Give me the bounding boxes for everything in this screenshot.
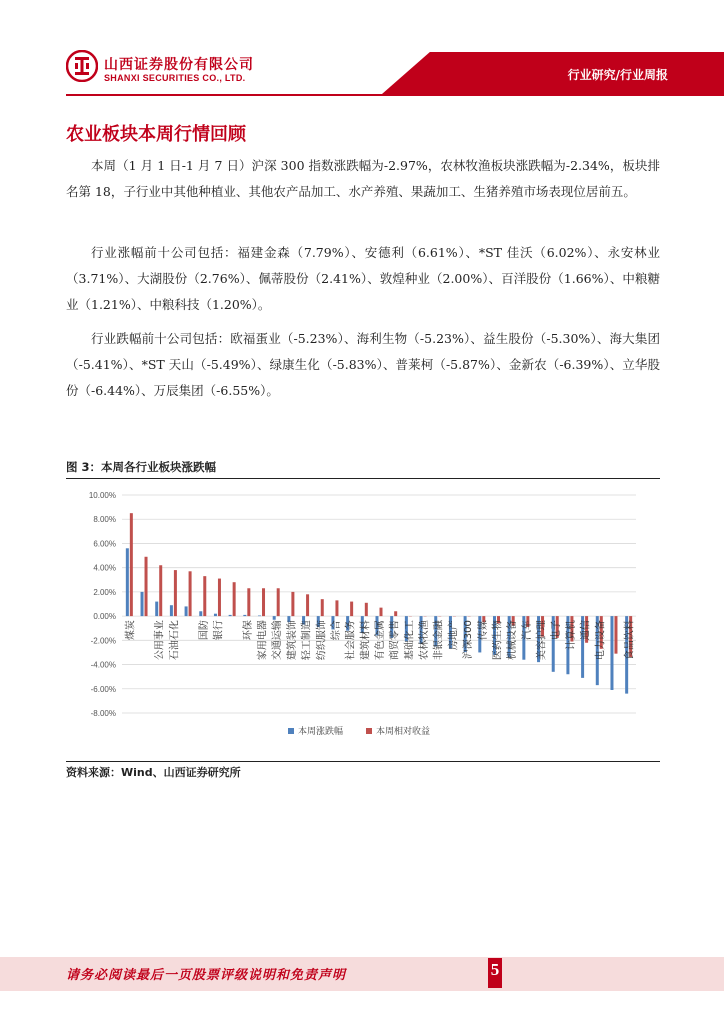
y-tick-label: -4.00% xyxy=(90,660,116,670)
x-category-label: 机械设备 xyxy=(507,620,519,661)
bar-weekly-change xyxy=(258,616,261,617)
section-title: 农业板块本周行情回顾 xyxy=(66,124,246,145)
bar-relative-return xyxy=(203,576,206,616)
report-category: 行业研究/行业周报 xyxy=(567,68,668,82)
y-tick-label: 10.00% xyxy=(88,491,116,500)
legend-swatch-weekly-change xyxy=(288,728,294,734)
bar-relative-return xyxy=(394,611,397,616)
x-category-label: 建筑装饰 xyxy=(286,620,298,661)
x-category-label: 建筑材料 xyxy=(360,620,372,661)
bar-relative-return xyxy=(218,579,221,617)
x-category-label: 石油石化 xyxy=(169,620,181,661)
company-name-en: SHANXI SECURITIES CO., LTD. xyxy=(104,73,246,83)
x-category-label: 交通运输 xyxy=(272,620,284,661)
x-category-label: 食品饮料 xyxy=(624,620,636,661)
bar-relative-return xyxy=(130,513,133,616)
x-category-label: 环保 xyxy=(242,620,254,641)
x-category-label: 美容护理 xyxy=(536,620,548,661)
bar-relative-return xyxy=(321,599,324,616)
industry-returns-chart xyxy=(66,481,660,761)
x-category-label: 社会服务 xyxy=(345,620,357,661)
bar-weekly-change xyxy=(243,615,246,616)
x-category-label: 农林牧渔 xyxy=(419,620,431,661)
y-tick-label: -6.00% xyxy=(90,684,116,694)
figure-bottom-rule xyxy=(66,761,660,762)
legend-label-relative-return: 本周相对收益 xyxy=(376,727,431,737)
paragraph-top-gainers: 行业涨幅前十公司包括：福建金森（7.79%）、安德利（6.61%）、*ST 佳沃（6.02%）、永安林业（3.71%）、大湖股份（2.76%）、佩蒂股份（2.41%）、敦煌种业（2.00%）、百洋股份（1.66%）、中粮糖业（1.21%）、中粮科技（1.20%）。 xyxy=(66,245,660,312)
bar-weekly-change xyxy=(185,606,188,616)
x-category-label: 家用电器 xyxy=(257,620,269,661)
bar-weekly-change xyxy=(126,548,129,616)
x-category-label: 汽车 xyxy=(521,620,533,641)
x-category-label: 传媒 xyxy=(477,620,489,641)
x-category-label: 电子 xyxy=(551,620,563,641)
paragraph-top-losers: 行业跌幅前十公司包括：欧福蛋业（-5.23%）、海利生物（-5.23%）、益生股份（-5.30%）、海大集团（-5.41%）、*ST 天山（-5.49%）、绿康生化（-5.83%）、普莱柯（-5.87%）、金新农（-6.39%）、立华股份（-6.44%）、万辰集团（-6.55%）。 xyxy=(66,331,660,398)
bar-relative-return xyxy=(174,570,177,616)
bar-relative-return xyxy=(159,565,162,616)
bar-relative-return xyxy=(335,600,338,616)
page-header xyxy=(0,0,724,96)
bar-weekly-change xyxy=(141,592,144,616)
figure-top-rule xyxy=(66,478,660,479)
bar-weekly-change xyxy=(610,616,613,690)
x-category-label: 煤炭 xyxy=(125,620,137,641)
x-category-label: 房地产 xyxy=(448,620,460,651)
bar-relative-return xyxy=(365,603,368,616)
x-category-label: 计算机 xyxy=(565,620,577,651)
x-category-label: 公用事业 xyxy=(154,620,166,661)
bar-relative-return xyxy=(262,588,265,616)
figure-source: 资料来源：Wind、山西证券研究所 xyxy=(66,766,241,779)
bar-weekly-change xyxy=(214,614,217,616)
bar-relative-return xyxy=(306,594,309,616)
legend-label-weekly-change: 本周涨跌幅 xyxy=(298,727,344,737)
footer-disclaimer: 请务必阅读最后一页股票评级说明和免责声明 xyxy=(66,968,347,983)
x-category-label: 有色金属 xyxy=(375,620,386,661)
x-category-label: 电力设备 xyxy=(595,620,607,661)
y-tick-label: 4.00% xyxy=(93,563,116,573)
x-category-label: 通信 xyxy=(580,620,592,641)
x-category-label: 非银金融 xyxy=(433,620,445,661)
x-category-label: 基础化工 xyxy=(404,620,416,661)
bar-relative-return xyxy=(247,588,250,616)
chart-svg xyxy=(66,481,660,761)
bar-weekly-change xyxy=(229,615,232,616)
bar-relative-return xyxy=(350,602,353,617)
bar-weekly-change xyxy=(273,616,276,620)
x-category-label: 综合 xyxy=(330,620,342,641)
page-number: 5 xyxy=(490,960,500,979)
bar-relative-return xyxy=(145,557,148,616)
bar-weekly-change xyxy=(199,611,202,616)
x-category-label: 沪深300 xyxy=(463,620,475,660)
y-tick-label: -8.00% xyxy=(90,709,116,718)
y-tick-label: 0.00% xyxy=(93,612,116,622)
x-category-label: 银行 xyxy=(213,620,225,641)
x-category-label: 医药生物 xyxy=(492,620,504,661)
y-tick-label: 6.00% xyxy=(93,539,116,549)
bar-relative-return xyxy=(233,582,236,616)
x-category-label: 纺织服饰 xyxy=(316,620,328,661)
paragraph-market-review: 本周（1 月 1 日-1 月 7 日）沪深 300 指数涨跌幅为-2.97%，农林牧渔板块涨跌幅为-2.34%，板块排名第 18，子行业中其他种植业、其他农产品加工、水产养殖、果蔬加工、生猪养殖市场表现位居前五。 xyxy=(66,158,660,199)
bar-weekly-change xyxy=(155,602,158,617)
bar-weekly-change xyxy=(170,605,173,616)
figure-title: 图 3：本周各行业板块涨跌幅 xyxy=(66,460,217,474)
x-category-label: 商贸零售 xyxy=(389,620,401,661)
header-divider xyxy=(66,94,724,96)
bar-relative-return xyxy=(291,592,294,616)
bar-relative-return xyxy=(189,571,192,616)
bar-relative-return xyxy=(277,588,280,616)
x-category-label: 国防 xyxy=(198,620,210,641)
legend-swatch-relative-return xyxy=(366,728,372,734)
bar-relative-return xyxy=(380,608,383,616)
bar-relative-return xyxy=(614,616,617,654)
y-tick-label: 2.00% xyxy=(93,587,116,597)
y-tick-label: 8.00% xyxy=(93,515,116,525)
y-tick-label: -2.00% xyxy=(90,636,116,646)
x-category-label: 轻工制造 xyxy=(301,620,313,661)
company-name-cn: 山西证券股份有限公司 xyxy=(104,57,254,73)
